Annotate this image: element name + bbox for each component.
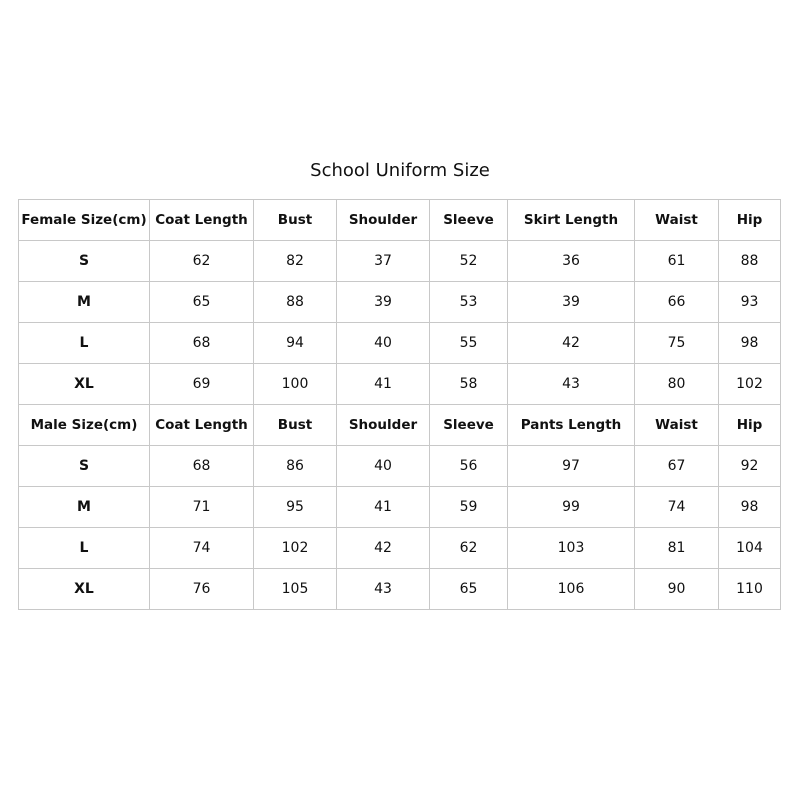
measurement-cell: 65 (150, 282, 254, 323)
measurement-cell: 81 (635, 528, 719, 569)
measurement-cell: 88 (254, 282, 337, 323)
measurement-cell: 52 (430, 241, 508, 282)
female-header-cell: Waist (635, 200, 719, 241)
measurement-cell: 110 (719, 569, 781, 610)
measurement-cell: 67 (635, 446, 719, 487)
male-header-cell: Male Size(cm) (19, 405, 150, 446)
measurement-cell: 98 (719, 487, 781, 528)
table-row (19, 569, 781, 610)
female-header-cell: Skirt Length (508, 200, 635, 241)
measurement-cell: 58 (430, 364, 508, 405)
measurement-cell: 92 (719, 446, 781, 487)
measurement-cell: 74 (635, 487, 719, 528)
size-label-cell: S (19, 241, 150, 282)
male-header-cell: Pants Length (508, 405, 635, 446)
measurement-cell: 95 (254, 487, 337, 528)
measurement-cell: 98 (719, 323, 781, 364)
female-header-cell: Sleeve (430, 200, 508, 241)
table-row (19, 528, 781, 569)
measurement-cell: 97 (508, 446, 635, 487)
male-header-cell: Shoulder (337, 405, 430, 446)
measurement-cell: 41 (337, 487, 430, 528)
measurement-cell: 76 (150, 569, 254, 610)
male-header-cell: Bust (254, 405, 337, 446)
measurement-cell: 61 (635, 241, 719, 282)
measurement-cell: 68 (150, 323, 254, 364)
measurement-cell: 36 (508, 241, 635, 282)
measurement-cell: 43 (337, 569, 430, 610)
size-label-cell: S (19, 446, 150, 487)
measurement-cell: 56 (430, 446, 508, 487)
measurement-cell: 100 (254, 364, 337, 405)
size-label-cell: XL (19, 364, 150, 405)
measurement-cell: 94 (254, 323, 337, 364)
measurement-cell: 103 (508, 528, 635, 569)
male-header-cell: Coat Length (150, 405, 254, 446)
measurement-cell: 82 (254, 241, 337, 282)
measurement-cell: 104 (719, 528, 781, 569)
table-body (19, 200, 781, 610)
measurement-cell: 68 (150, 446, 254, 487)
measurement-cell: 40 (337, 323, 430, 364)
size-table (18, 199, 781, 610)
table-row (19, 282, 781, 323)
male-header-cell: Hip (719, 405, 781, 446)
measurement-cell: 99 (508, 487, 635, 528)
measurement-cell: 88 (719, 241, 781, 282)
measurement-cell: 90 (635, 569, 719, 610)
measurement-cell: 80 (635, 364, 719, 405)
measurement-cell: 62 (150, 241, 254, 282)
measurement-cell: 93 (719, 282, 781, 323)
size-label-cell: M (19, 282, 150, 323)
male-header-row (19, 405, 781, 446)
measurement-cell: 40 (337, 446, 430, 487)
female-header-row (19, 200, 781, 241)
measurement-cell: 65 (430, 569, 508, 610)
measurement-cell: 102 (719, 364, 781, 405)
measurement-cell: 69 (150, 364, 254, 405)
measurement-cell: 106 (508, 569, 635, 610)
page-title: School Uniform Size (310, 160, 490, 181)
measurement-cell: 71 (150, 487, 254, 528)
male-header-cell: Waist (635, 405, 719, 446)
size-label-cell: XL (19, 569, 150, 610)
measurement-cell: 42 (508, 323, 635, 364)
table-row (19, 446, 781, 487)
measurement-cell: 39 (337, 282, 430, 323)
size-label-cell: L (19, 528, 150, 569)
measurement-cell: 39 (508, 282, 635, 323)
female-header-cell: Hip (719, 200, 781, 241)
table-row (19, 364, 781, 405)
measurement-cell: 53 (430, 282, 508, 323)
measurement-cell: 86 (254, 446, 337, 487)
female-header-cell: Shoulder (337, 200, 430, 241)
measurement-cell: 37 (337, 241, 430, 282)
measurement-cell: 62 (430, 528, 508, 569)
female-header-cell: Bust (254, 200, 337, 241)
measurement-cell: 74 (150, 528, 254, 569)
measurement-cell: 66 (635, 282, 719, 323)
female-header-cell: Coat Length (150, 200, 254, 241)
table-row (19, 323, 781, 364)
measurement-cell: 75 (635, 323, 719, 364)
measurement-cell: 41 (337, 364, 430, 405)
table-row (19, 241, 781, 282)
measurement-cell: 55 (430, 323, 508, 364)
female-header-cell: Female Size(cm) (19, 200, 150, 241)
measurement-cell: 102 (254, 528, 337, 569)
table-row (19, 487, 781, 528)
size-label-cell: M (19, 487, 150, 528)
measurement-cell: 105 (254, 569, 337, 610)
size-label-cell: L (19, 323, 150, 364)
measurement-cell: 43 (508, 364, 635, 405)
measurement-cell: 59 (430, 487, 508, 528)
male-header-cell: Sleeve (430, 405, 508, 446)
measurement-cell: 42 (337, 528, 430, 569)
